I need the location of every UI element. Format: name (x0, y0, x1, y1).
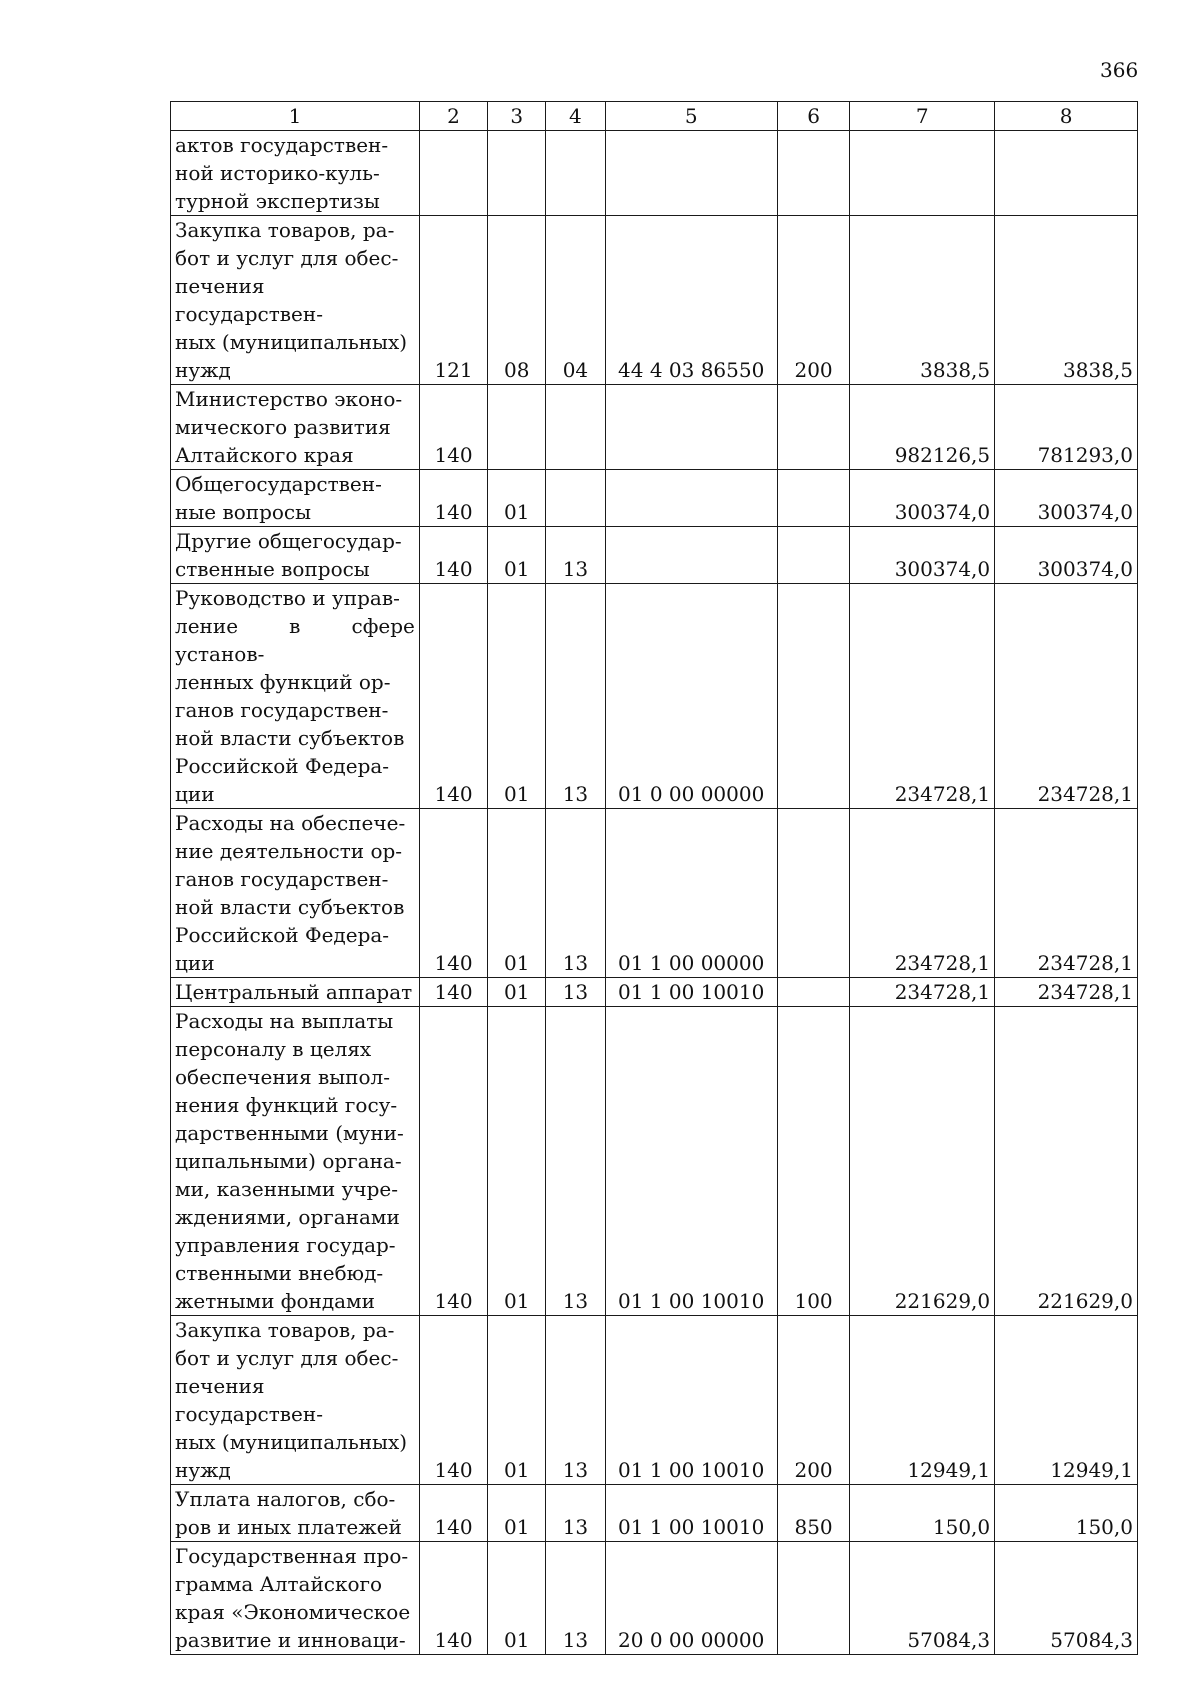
cell-col-4 (546, 385, 605, 470)
table-row (171, 1007, 1138, 1316)
row-name-line: Государственная про- (175, 1544, 409, 1568)
row-name-line: турной экспертизы (175, 189, 380, 213)
cell-col-6 (777, 385, 849, 470)
cell-col-8: 12949,1 (995, 1316, 1138, 1485)
row-name-line: Российской Федера- (175, 754, 390, 778)
cell-col-7: 982126,5 (850, 385, 995, 470)
cell-col-3: 01 (488, 470, 546, 527)
row-name-line: ждениями, органами (175, 1205, 400, 1229)
cell-col-5 (605, 470, 777, 527)
row-name-line: нужд (175, 1458, 231, 1482)
cell-col-8: 221629,0 (995, 1007, 1138, 1316)
cell-col-7: 300374,0 (850, 527, 995, 584)
column-header: 6 (777, 102, 849, 131)
cell-col-5: 01 1 00 10010 (605, 1007, 777, 1316)
row-name-line: ной власти субъектов (175, 895, 405, 919)
row-name-line: ми, казенными учре- (175, 1177, 398, 1201)
cell-col-2: 140 (419, 978, 487, 1007)
table-row (171, 131, 1138, 216)
cell-col-6: 200 (777, 216, 849, 385)
header-row (171, 102, 1138, 131)
cell-col-7: 221629,0 (850, 1007, 995, 1316)
cell-col-4: 13 (546, 1542, 605, 1655)
cell-col-3: 01 (488, 584, 546, 809)
cell-col-3: 01 (488, 809, 546, 978)
row-name-line: бот и услуг для обес- (175, 246, 399, 270)
cell-col-6 (777, 584, 849, 809)
cell-col-3: 01 (488, 1316, 546, 1485)
row-name-line: Закупка товаров, ра- (175, 1318, 395, 1342)
cell-col-7: 3838,5 (850, 216, 995, 385)
cell-col-5: 01 1 00 10010 (605, 1485, 777, 1542)
cell-col-2: 140 (419, 1316, 487, 1485)
row-name-line: Расходы на выплаты (175, 1009, 394, 1033)
cell-col-6: 200 (777, 1316, 849, 1485)
row-name-line: ципальными) органа- (175, 1149, 402, 1173)
row-name-line: ление в сфере установ- (175, 614, 415, 666)
budget-table (170, 101, 1138, 1655)
row-name-line: актов государствен- (175, 133, 389, 157)
table-row (171, 470, 1138, 527)
row-name-line: ных (муниципальных) (175, 330, 408, 354)
cell-col-8: 234728,1 (995, 978, 1138, 1007)
column-header: 7 (850, 102, 995, 131)
cell-col-8: 234728,1 (995, 584, 1138, 809)
cell-col-4 (546, 131, 605, 216)
row-name-line: печения государствен- (175, 1374, 323, 1426)
cell-col-1 (171, 1485, 420, 1542)
cell-col-1 (171, 584, 420, 809)
cell-col-8: 234728,1 (995, 809, 1138, 978)
row-name-line: ной власти субъектов (175, 726, 405, 750)
table-row (171, 1485, 1138, 1542)
cell-col-7: 57084,3 (850, 1542, 995, 1655)
row-name-line: бот и услуг для обес- (175, 1346, 399, 1370)
cell-col-2 (419, 131, 487, 216)
row-name-line: ганов государствен- (175, 698, 389, 722)
cell-col-8 (995, 131, 1138, 216)
cell-col-5: 01 0 00 00000 (605, 584, 777, 809)
table-row (171, 978, 1138, 1007)
cell-col-1 (171, 131, 420, 216)
cell-col-3: 01 (488, 1485, 546, 1542)
row-name-line: дарственными (муни- (175, 1121, 404, 1145)
table-row (171, 385, 1138, 470)
cell-col-8: 300374,0 (995, 527, 1138, 584)
table-row (171, 1542, 1138, 1655)
row-name-line: нения функций госу- (175, 1093, 398, 1117)
cell-col-3: 01 (488, 1542, 546, 1655)
cell-col-2: 140 (419, 470, 487, 527)
cell-col-1 (171, 216, 420, 385)
row-name-line: ции (175, 951, 215, 975)
row-name-line: ной историко-куль- (175, 161, 380, 185)
row-name-line: края «Экономическое (175, 1600, 411, 1624)
table-row (171, 1316, 1138, 1485)
row-name-line: Министерство эконо- (175, 387, 403, 411)
cell-col-6 (777, 131, 849, 216)
row-name-line: Руководство и управ- (175, 586, 400, 610)
cell-col-3: 01 (488, 1007, 546, 1316)
cell-col-2: 140 (419, 809, 487, 978)
cell-col-5: 01 1 00 10010 (605, 978, 777, 1007)
cell-col-7 (850, 131, 995, 216)
cell-col-5 (605, 131, 777, 216)
cell-col-6 (777, 470, 849, 527)
row-name-line: ров и иных платежей (175, 1515, 402, 1539)
row-name-line: грамма Алтайского (175, 1572, 383, 1596)
cell-col-8: 3838,5 (995, 216, 1138, 385)
cell-col-8: 150,0 (995, 1485, 1138, 1542)
cell-col-6: 100 (777, 1007, 849, 1316)
row-name-line: Российской Федера- (175, 923, 390, 947)
row-name-line: Уплата налогов, сбо- (175, 1487, 396, 1511)
cell-col-2: 140 (419, 527, 487, 584)
cell-col-4: 13 (546, 527, 605, 584)
table-row (171, 809, 1138, 978)
row-name-line: печения государствен- (175, 274, 323, 326)
table-row (171, 527, 1138, 584)
row-name-line: мического развития (175, 415, 391, 439)
row-name-line: ленных функций ор- (175, 670, 391, 694)
row-name-line: обеспечения выпол- (175, 1065, 390, 1089)
cell-col-4: 13 (546, 584, 605, 809)
cell-col-4: 13 (546, 809, 605, 978)
row-name-line: Расходы на обеспече- (175, 811, 406, 835)
column-header: 1 (171, 102, 420, 131)
cell-col-7: 150,0 (850, 1485, 995, 1542)
cell-col-2: 121 (419, 216, 487, 385)
cell-col-3: 01 (488, 527, 546, 584)
cell-col-4: 13 (546, 1007, 605, 1316)
row-name-line: ганов государствен- (175, 867, 389, 891)
cell-col-6 (777, 978, 849, 1007)
cell-col-8: 300374,0 (995, 470, 1138, 527)
cell-col-2: 140 (419, 1485, 487, 1542)
row-name-line: ных (муниципальных) (175, 1430, 408, 1454)
row-name-line: нужд (175, 358, 231, 382)
cell-col-6 (777, 527, 849, 584)
column-header: 3 (488, 102, 546, 131)
row-name-line: Закупка товаров, ра- (175, 218, 395, 242)
cell-col-4: 13 (546, 1485, 605, 1542)
table-row (171, 216, 1138, 385)
cell-col-7: 234728,1 (850, 584, 995, 809)
cell-col-8: 781293,0 (995, 385, 1138, 470)
cell-col-5: 01 1 00 10010 (605, 1316, 777, 1485)
row-name-line: ние деятельности ор- (175, 839, 403, 863)
cell-col-2: 140 (419, 1007, 487, 1316)
row-name-line: ственные вопросы (175, 557, 370, 581)
row-name-line: Алтайского края (175, 443, 354, 467)
column-header: 8 (995, 102, 1138, 131)
column-header: 2 (419, 102, 487, 131)
row-name-line: ные вопросы (175, 500, 312, 524)
row-name-line: ции (175, 782, 215, 806)
row-name-line: ственными внебюд- (175, 1261, 384, 1285)
cell-col-2: 140 (419, 584, 487, 809)
cell-col-4 (546, 470, 605, 527)
cell-col-6 (777, 1542, 849, 1655)
cell-col-4: 04 (546, 216, 605, 385)
cell-col-1 (171, 1542, 420, 1655)
row-name-line: жетными фондами (175, 1289, 375, 1313)
cell-col-3 (488, 385, 546, 470)
row-name-line: управления государ- (175, 1233, 396, 1257)
cell-col-2: 140 (419, 385, 487, 470)
cell-col-3 (488, 131, 546, 216)
row-name-line: Центральный аппарат (175, 980, 413, 1004)
cell-col-1 (171, 385, 420, 470)
cell-col-7: 234728,1 (850, 978, 995, 1007)
cell-col-2: 140 (419, 1542, 487, 1655)
cell-col-7: 234728,1 (850, 809, 995, 978)
column-header: 5 (605, 102, 777, 131)
cell-col-6: 850 (777, 1485, 849, 1542)
cell-col-3: 08 (488, 216, 546, 385)
table-row (171, 584, 1138, 809)
cell-col-1 (171, 527, 420, 584)
cell-col-5 (605, 385, 777, 470)
cell-col-4: 13 (546, 1316, 605, 1485)
cell-col-5: 20 0 00 00000 (605, 1542, 777, 1655)
row-name-line: персоналу в целях (175, 1037, 372, 1061)
cell-col-3: 01 (488, 978, 546, 1007)
cell-col-1 (171, 978, 420, 1007)
cell-col-7: 12949,1 (850, 1316, 995, 1485)
cell-col-4: 13 (546, 978, 605, 1007)
cell-col-1 (171, 1316, 420, 1485)
cell-col-8: 57084,3 (995, 1542, 1138, 1655)
cell-col-5: 01 1 00 00000 (605, 809, 777, 978)
cell-col-6 (777, 809, 849, 978)
cell-col-5: 44 4 03 86550 (605, 216, 777, 385)
cell-col-1 (171, 470, 420, 527)
cell-col-7: 300374,0 (850, 470, 995, 527)
column-header: 4 (546, 102, 605, 131)
table-body (171, 131, 1138, 1655)
row-name-line: развитие и инноваци- (175, 1628, 406, 1652)
page-number: 366 (1100, 58, 1139, 82)
row-name-line: Общегосударствен- (175, 472, 382, 496)
cell-col-1 (171, 809, 420, 978)
row-name-line: Другие общегосудар- (175, 529, 402, 553)
cell-col-1 (171, 1007, 420, 1316)
cell-col-5 (605, 527, 777, 584)
